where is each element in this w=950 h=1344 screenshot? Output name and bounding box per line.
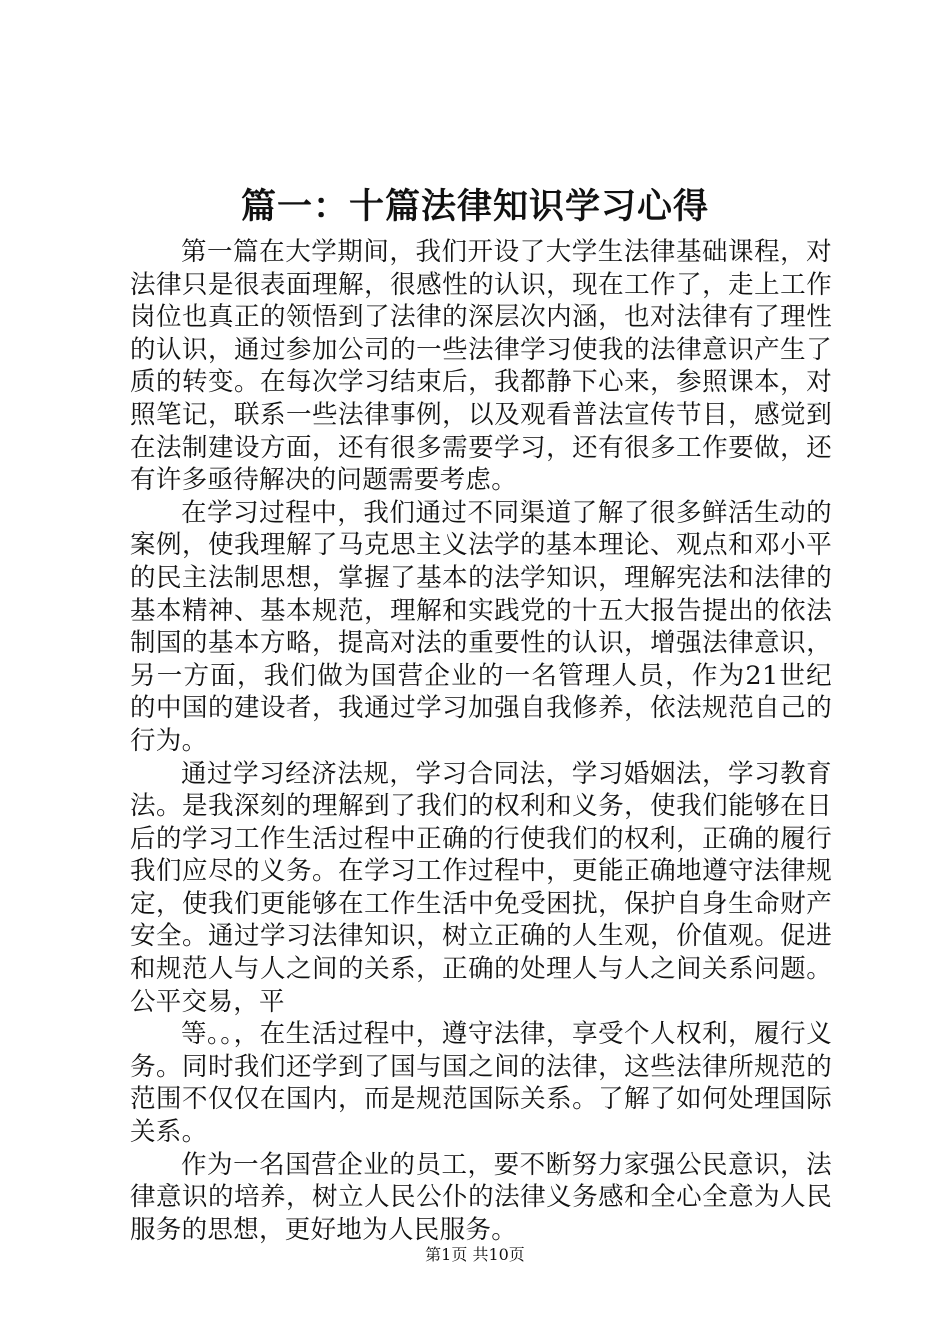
- document-body: [130, 236, 832, 1246]
- paragraph-1: 第一篇在大学期间，我们开设了大学生法律基础课程，对法律只是很表面理解，很感性的认识，现在工作了，走上工作岗位也真正的领悟到了法律的深层次内涵，也对法律有了理性的认识，通过参加公司的一些法律学习使我的法律意识产生了质的转变。在每次学习结束后，我都静下心来，参照课本，对照笔记，联系一些法律事例，以及观看普法宣传节目，感觉到在法制建设方面，还有很多需要学习，还有很多工作要做，还有许多亟待解决的问题需要考虑。: [130, 237, 832, 496]
- page-footer: 第1页 共10页: [425, 1245, 525, 1264]
- paragraph-5: 作为一名国营企业的员工，要不断努力家强公民意识，法律意识的培养，树立人民公仆的法律义务感和全心全意为人民服务的思想，更好地为人民服务。: [130, 1149, 832, 1245]
- paragraph-3: 通过学习经济法规，学习合同法，学习婚姻法，学习教育法。是我深刻的理解到了我们的权利和义务，使我们能够在日后的学习工作生活过程中正确的行使我们的权利，正确的履行我们应尽的义务。在学习工作过程中，更能正确地遵守法律规定，使我们更能够在工作生活中免受困扰，保护自身生命财产安全。通过学习法律知识，树立正确的人生观，价值观。促进和规范人与人之间的关系，正确的处理人与人之间关系问题。公平交易，平: [130, 758, 832, 1017]
- paragraph-4: 等。。，在生活过程中，遵守法律，享受个人权利，履行义务。同时我们还学到了国与国之间的法律，这些法律所规范的范围不仅仅在国内，而是规范国际关系。了解了如何处理国际关系。: [130, 1019, 832, 1148]
- paragraph-2: 在学习过程中，我们通过不同渠道了解了很多鲜活生动的案例，使我理解了马克思主义法学的基本理论、观点和邓小平的民主法制思想，掌握了基本的法学知识，理解宪法和法律的基本精神、基本规范，理解和实践党的十五大报告提出的依法制国的基本方略，提高对法的重要性的认识，增强法律意识，另一方面，我们做为国营企业的一名管理人员，作为21世纪的中国的建设者，我通过学习加强自我修养，依法规范自己的行为。: [130, 497, 832, 756]
- document-title: 篇一：十篇法律知识学习心得: [240, 186, 709, 227]
